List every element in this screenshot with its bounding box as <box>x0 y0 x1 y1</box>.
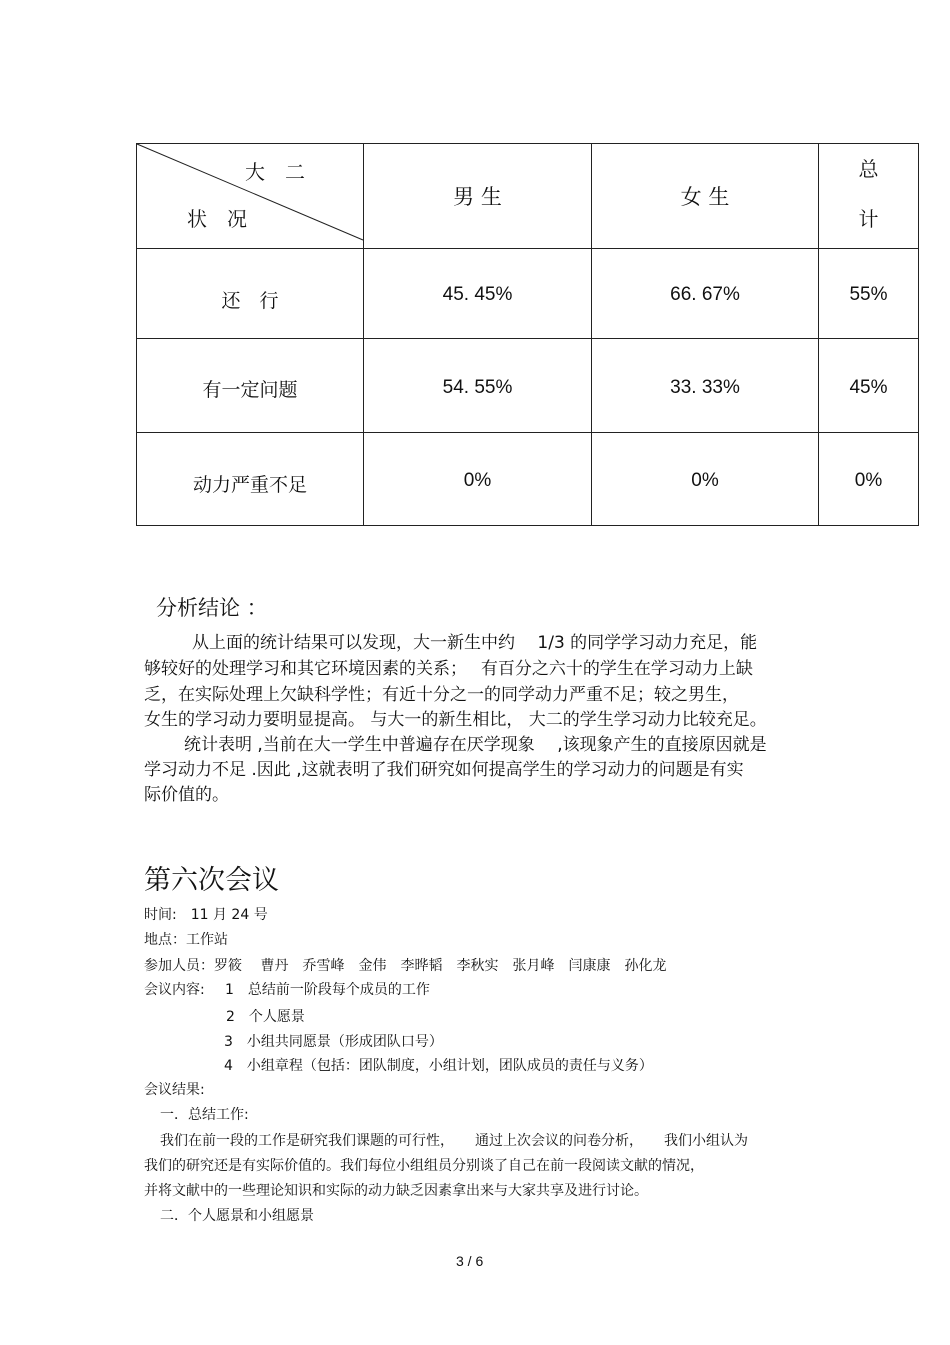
paragraph-line: 女生的学习动力要明显提高。 与大一的新生相比， 大二的学生学习动力比较充足。 <box>144 710 767 730</box>
header-total-bottom: 计 <box>858 206 879 231</box>
meeting-content-item: 2 个人愿景 <box>226 1009 305 1025</box>
paragraph-line: 统计表明 ,当前在大一学生中普遍存在厌学现象 ,该现象产生的直接原因就是 <box>184 735 767 755</box>
cell-female: 33. 33% <box>670 377 740 398</box>
cell-female: 66. 67% <box>670 284 740 305</box>
paragraph-line: 从上面的统计结果可以发现，大一新生中约 1/3 的同学学习动力充足，能 <box>192 633 758 653</box>
cell-male: 0% <box>463 470 492 491</box>
section-title: 一．总结工作: <box>160 1107 249 1123</box>
row-label: 动力严重不足 <box>192 473 307 496</box>
meeting-title: 第六次会议 <box>144 865 279 896</box>
header-male: 男 生 <box>453 185 502 209</box>
cell-total: 0% <box>854 470 883 491</box>
meeting-results-label: 会议结果: <box>144 1082 205 1098</box>
meeting-content-item: 4 小组章程（包括：团队制度，小组计划，团队成员的责任与义务） <box>224 1058 653 1074</box>
page-number: 3 / 6 <box>456 1253 484 1269</box>
paragraph-line: 够较好的处理学习和其它环境因素的关系； 有百分之六十的学生在学习动力上缺 <box>144 659 753 679</box>
row-label: 还 行 <box>221 289 279 312</box>
section-line: 我们的研究还是有实际价值的。我们每位小组组员分别谈了自己在前一段阅读文献的情况， <box>144 1158 704 1174</box>
header-total-top: 总 <box>858 156 879 181</box>
cell-female: 0% <box>691 470 719 491</box>
header-diag-bottom-label: 状 况 <box>187 206 247 231</box>
meeting-content-item: 3 小组共同愿景（形成团队口号） <box>224 1034 443 1050</box>
meeting-attendees: 参加人员：罗筱 曹丹 乔雪峰 金伟 李晔韬 李秋实 张月峰 闫康康 孙化龙 <box>144 958 667 974</box>
cell-male: 54. 55% <box>442 377 513 398</box>
diagonal-header-line <box>0 0 950 540</box>
paragraph-line: 学习动力不足 .因此 ,这就表明了我们研究如何提高学生的学习动力的问题是有实 <box>144 760 744 780</box>
cell-total: 55% <box>849 284 888 305</box>
meeting-time: 时间: 11 月 24 号 <box>144 907 268 923</box>
row-label: 有一定问题 <box>202 378 298 401</box>
cell-male: 45. 45% <box>442 284 513 305</box>
paragraph-line: 乏，在实际处理上欠缺科学性；有近十分之一的同学动力严重不足；较之男生， <box>144 685 739 705</box>
cell-total: 45% <box>849 377 888 398</box>
header-female: 女 生 <box>680 185 730 209</box>
section-title: 二．个人愿景和小组愿景 <box>160 1208 314 1224</box>
meeting-place: 地点：工作站 <box>144 932 228 948</box>
statistics-table <box>0 0 950 540</box>
meeting-content-item: 1 总结前一阶段每个成员的工作 <box>225 982 430 998</box>
section-line: 我们在前一段的工作是研究我们课题的可行性， 通过上次会议的问卷分析， 我们小组认为 <box>160 1133 748 1149</box>
section-line: 并将文献中的一些理论知识和实际的动力缺乏因素拿出来与大家共享及进行讨论。 <box>144 1183 648 1199</box>
analysis-heading: 分析结论 ： <box>156 596 268 620</box>
header-diag-top-label: 大 二 <box>245 159 305 184</box>
paragraph-line: 际价值的。 <box>144 785 229 805</box>
meeting-content-label: 会议内容: <box>144 982 205 998</box>
